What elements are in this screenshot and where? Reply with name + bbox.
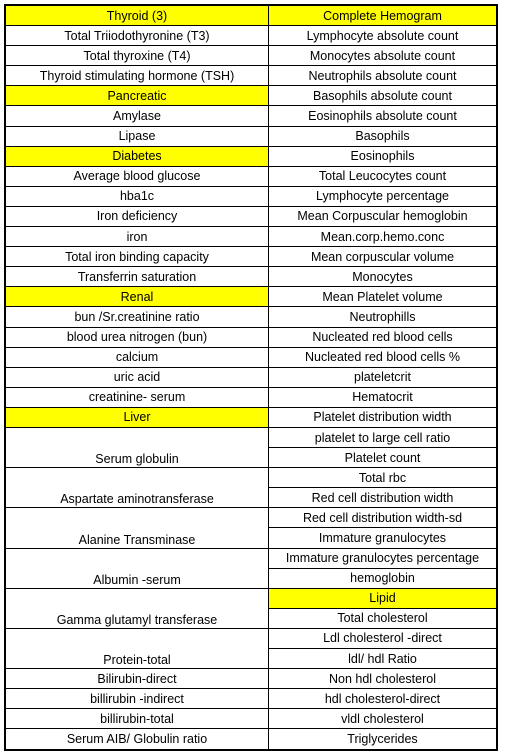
test-cell-platelet-distribution-width: Platelet distribution width: [269, 408, 496, 428]
section-header-thyroid-3: Thyroid (3): [6, 6, 268, 26]
test-cell-gamma-glutamyl-transferase: Gamma glutamyl transferase: [6, 589, 268, 629]
test-cell-immature-granulocytes-percentage: Immature granulocytes percentage: [269, 549, 496, 569]
test-cell-plateletcrit: plateletcrit: [269, 368, 496, 388]
test-cell-eosinophils-absolute-count: Eosinophils absolute count: [269, 106, 496, 126]
test-cell-average-blood-glucose: Average blood glucose: [6, 167, 268, 187]
left-test-column: [4, 4, 269, 751]
test-cell-lymphocyte-percentage: Lymphocyte percentage: [269, 187, 496, 207]
test-cell-total-cholesterol: Total cholesterol: [269, 609, 496, 629]
test-cell-total-leucocytes-count: Total Leucocytes count: [269, 167, 496, 187]
test-cell-alanine-transminase: Alanine Transminase: [6, 508, 268, 548]
test-cell-mean-corp-hemo-conc: Mean.corp.hemo.conc: [269, 227, 496, 247]
test-cell-non-hdl-cholesterol: Non hdl cholesterol: [269, 669, 496, 689]
test-cell-eosinophils: Eosinophils: [269, 147, 496, 167]
test-cell-amylase: Amylase: [6, 106, 268, 126]
test-cell-hemoglobin: hemoglobin: [269, 569, 496, 589]
test-cell-albumin-serum: Albumin -serum: [6, 549, 268, 589]
right-test-column: [268, 4, 498, 751]
test-cell-thyroid-stimulating-hormone-tsh: Thyroid stimulating hormone (TSH): [6, 66, 268, 86]
test-cell-calcium: calcium: [6, 348, 268, 368]
test-cell-red-cell-distribution-width: Red cell distribution width: [269, 488, 496, 508]
test-cell-monocytes-absolute-count: Monocytes absolute count: [269, 46, 496, 66]
test-cell-platelet-to-large-cell-ratio: platelet to large cell ratio: [269, 428, 496, 448]
test-cell-bilirubin-direct: Bilirubin-direct: [6, 669, 268, 689]
test-cell-serum-globulin: Serum globulin: [6, 428, 268, 468]
test-cell-neutrophills: Neutrophills: [269, 307, 496, 327]
test-cell-iron: iron: [6, 227, 268, 247]
test-cell-neutrophils-absolute-count: Neutrophils absolute count: [269, 66, 496, 86]
test-cell-lymphocyte-absolute-count: Lymphocyte absolute count: [269, 26, 496, 46]
section-header-liver: Liver: [6, 408, 268, 428]
test-cell-total-iron-binding-capacity: Total iron binding capacity: [6, 247, 268, 267]
test-cell-lipase: Lipase: [6, 127, 268, 147]
test-cell-uric-acid: uric acid: [6, 368, 268, 388]
test-cell-protein-total: Protein-total: [6, 629, 268, 669]
section-header-complete-hemogram: Complete Hemogram: [269, 6, 496, 26]
test-cell-billirubin-indirect: billirubin -indirect: [6, 689, 268, 709]
test-cell-mean-corpuscular-hemoglobin: Mean Corpuscular hemoglobin: [269, 207, 496, 227]
test-cell-blood-urea-nitrogen-bun: blood urea nitrogen (bun): [6, 328, 268, 348]
test-cell-serum-aib-globulin-ratio: Serum AIB/ Globulin ratio: [66, 732, 208, 747]
test-cell-nucleated-red-blood-cells: Nucleated red blood cells: [269, 328, 496, 348]
test-cell-aspartate-aminotransferase: Aspartate aminotransferase: [6, 468, 268, 508]
test-cell-mean-platelet-volume: Mean Platelet volume: [269, 287, 496, 307]
test-cell-total-triiodothyronine-t3: Total Triiodothyronine (T3): [6, 26, 268, 46]
test-cell-transferrin-saturation: Transferrin saturation: [6, 267, 268, 287]
test-cell-red-cell-distribution-width-sd: Red cell distribution width-sd: [269, 508, 496, 528]
test-cell-mean-corpuscular-volume: Mean corpuscular volume: [269, 247, 496, 267]
test-cell-triglycerides: Triglycerides: [347, 732, 418, 747]
test-cell-billirubin-total: billirubin-total: [6, 709, 268, 729]
test-cell-creatinine-serum: creatinine- serum: [6, 388, 268, 408]
section-header-lipid: Lipid: [269, 589, 496, 609]
test-cell-vldl-cholesterol: vldl cholesterol: [269, 709, 496, 729]
test-cell-total-rbc: Total rbc: [269, 468, 496, 488]
test-cell-hba1c: hba1c: [6, 187, 268, 207]
test-cell-immature-granulocytes: Immature granulocytes: [269, 528, 496, 548]
test-cell-basophils-absolute-count: Basophils absolute count: [269, 86, 496, 106]
test-cell-hdl-cholesterol-direct: hdl cholesterol-direct: [269, 689, 496, 709]
test-cell-bun-sr-creatinine-ratio: bun /Sr.creatinine ratio: [6, 307, 268, 327]
test-cell-ldl-cholesterol-direct: Ldl cholesterol -direct: [269, 629, 496, 649]
test-cell-hematocrit: Hematocrit: [269, 388, 496, 408]
section-header-renal: Renal: [6, 287, 268, 307]
section-header-diabetes: Diabetes: [6, 147, 268, 167]
test-cell-monocytes: Monocytes: [269, 267, 496, 287]
test-cell-basophils: Basophils: [269, 127, 496, 147]
section-header-pancreatic: Pancreatic: [6, 86, 268, 106]
test-cell-iron-deficiency: Iron deficiency: [6, 207, 268, 227]
test-cell-platelet-count: Platelet count: [269, 448, 496, 468]
test-cell-nucleated-red-blood-cells: Nucleated red blood cells %: [269, 348, 496, 368]
test-cell-total-thyroxine-t4: Total thyroxine (T4): [6, 46, 268, 66]
test-cell-ldl-hdl-ratio: ldl/ hdl Ratio: [269, 649, 496, 669]
